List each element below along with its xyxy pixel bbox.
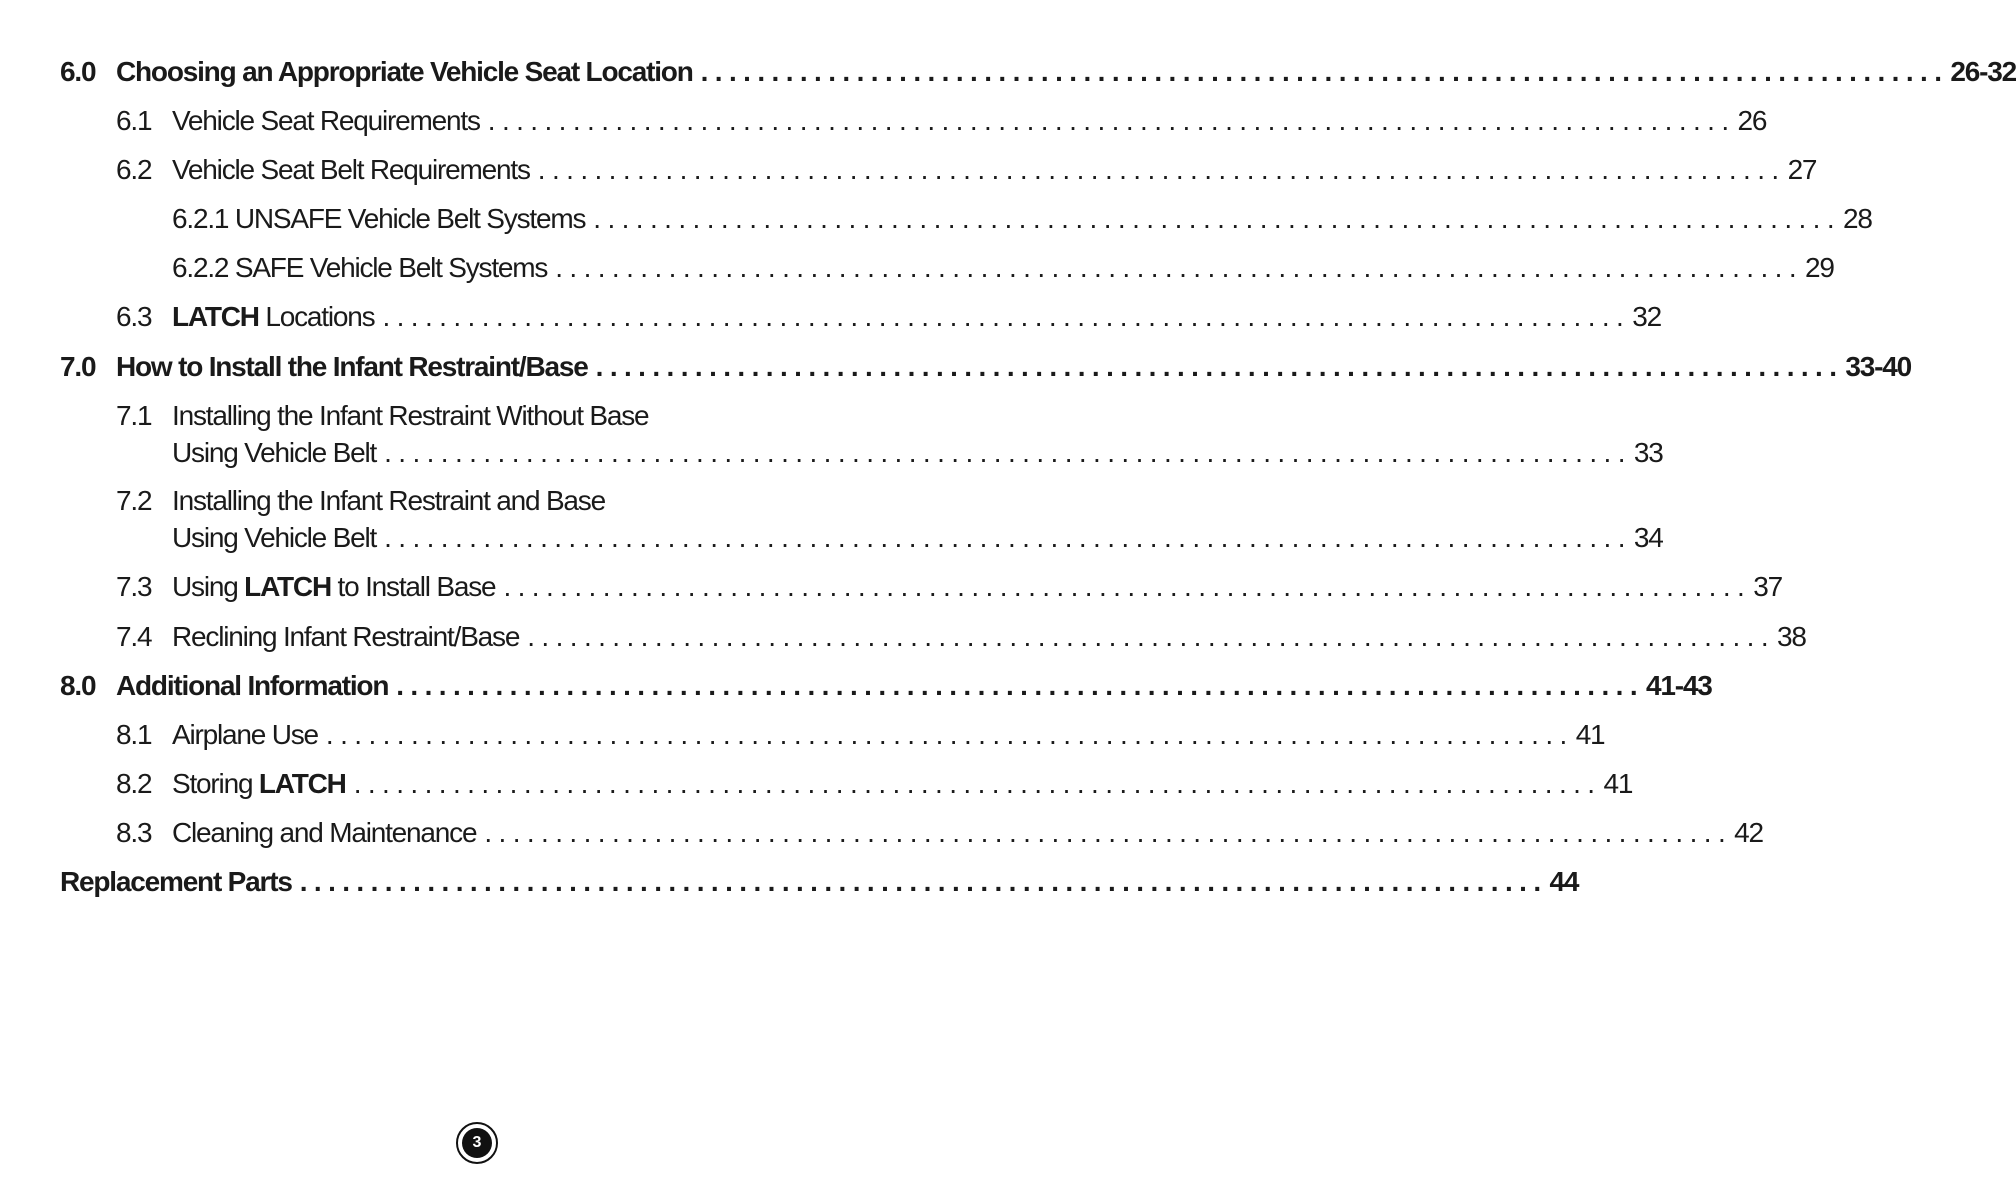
page-ref: 27 <box>1787 154 1817 185</box>
toc-item-8-1[interactable] <box>0 715 1605 755</box>
dot-leader: ........................................................................................ <box>353 768 1602 799</box>
dot-leader: ........................................................................................ <box>384 522 1632 553</box>
toc-section-7[interactable] <box>0 347 1912 387</box>
item-title-rest: Locations <box>258 301 375 332</box>
page-ref: 33 <box>1633 437 1663 468</box>
item-title-line1: Installing the Infant Restraint and Base <box>172 485 605 516</box>
dot-leader: ........................................................................................ <box>527 621 1776 652</box>
section-number: 6.0 <box>60 56 96 87</box>
toc-item-7-1[interactable] <box>0 396 954 436</box>
dot-leader: ........................................................................................ <box>555 252 1803 283</box>
item-title <box>172 567 503 607</box>
page-ref: 29 <box>1805 252 1834 283</box>
page-number-badge <box>456 1122 498 1164</box>
toc-item-6-2[interactable] <box>0 150 1817 190</box>
item-number: 7.3 <box>116 571 152 602</box>
toc-section-8[interactable] <box>0 666 1712 706</box>
page-ref: 32 <box>1632 301 1661 332</box>
item-title <box>172 764 354 804</box>
page-ref: 38 <box>1777 621 1806 652</box>
toc-item-7-2[interactable] <box>0 481 954 521</box>
item-number: 6.2 <box>116 154 152 185</box>
toc-item-8-2[interactable] <box>0 764 1633 804</box>
page-ref: 34 <box>1633 522 1663 553</box>
dot-leader: ........................................................................................ <box>593 203 1842 234</box>
dot-leader: ........................................................................................ <box>384 437 1632 468</box>
page-ref: 26 <box>1737 105 1767 136</box>
dot-leader: ........................................................................................ <box>299 866 1548 897</box>
toc-item-6-2-2[interactable] <box>0 248 1834 288</box>
item-title-line2: Using Vehicle Belt <box>172 522 377 553</box>
dot-leader: ........................................................................................ <box>487 105 1736 136</box>
dot-leader: ........................................................................................ <box>325 719 1574 750</box>
page-ref: 41-43 <box>1646 670 1712 701</box>
dot-leader: ........................................................................................ <box>700 56 1949 87</box>
section-title: How to Install the Infant Restraint/Base <box>116 351 588 382</box>
toc-item-6-3[interactable] <box>0 297 1661 337</box>
page-ref: 26-32 <box>1950 56 2016 87</box>
toc-item-6-1[interactable] <box>0 101 1767 141</box>
dot-leader: ........................................................................................ <box>396 670 1645 701</box>
toc-section-6[interactable] <box>0 52 2016 92</box>
dot-leader: ........................................................................................ <box>595 351 1844 382</box>
dot-leader: ........................................................................................ <box>503 571 1752 602</box>
item-number: 6.1 <box>116 105 152 136</box>
section-number: 8.0 <box>60 670 96 701</box>
page-number: 3 <box>462 1128 492 1158</box>
item-title: Vehicle Seat Belt Requirements <box>172 154 530 185</box>
latch-term: LATCH <box>172 301 259 332</box>
item-title: Vehicle Seat Requirements <box>172 105 480 136</box>
item-number: 8.3 <box>116 817 152 848</box>
item-number: 7.4 <box>116 621 152 652</box>
item-number: 7.2 <box>116 485 152 516</box>
toc-item-7-1-cont[interactable] <box>0 433 1663 473</box>
item-title: 6.2.2 SAFE Vehicle Belt Systems <box>172 252 548 283</box>
page-ref: 41 <box>1603 768 1633 799</box>
item-title <box>172 297 382 337</box>
page-ref: 41 <box>1575 719 1605 750</box>
section-title: Choosing an Appropriate Vehicle Seat Location <box>116 56 693 87</box>
page-ref: 33-40 <box>1845 351 1912 382</box>
latch-term: LATCH <box>258 768 346 799</box>
item-title: Airplane Use <box>172 719 318 750</box>
item-number: 8.2 <box>116 768 152 799</box>
item-title-line2: Using Vehicle Belt <box>172 437 377 468</box>
dot-leader: ........................................................................................ <box>382 301 1631 332</box>
section-number: 7.0 <box>60 351 96 382</box>
section-title: Replacement Parts <box>60 866 292 897</box>
item-title-pre: Using <box>172 571 245 602</box>
toc-item-7-3[interactable] <box>0 567 1782 607</box>
item-title: Reclining Infant Restraint/Base <box>172 621 520 652</box>
dot-leader: ........................................................................................ <box>537 154 1786 185</box>
dot-leader: ........................................................................................ <box>484 817 1733 848</box>
item-number: 8.1 <box>116 719 152 750</box>
toc-item-7-2-cont[interactable] <box>0 518 1663 558</box>
page-ref: 37 <box>1753 571 1782 602</box>
item-title: Cleaning and Maintenance <box>172 817 477 848</box>
section-title: Additional Information <box>116 670 389 701</box>
item-title-pre: Storing <box>172 768 259 799</box>
toc-item-7-4[interactable] <box>0 617 1806 657</box>
item-title: 6.2.1 UNSAFE Vehicle Belt Systems <box>172 203 586 234</box>
item-title-rest: to Install Base <box>330 571 496 602</box>
toc-item-6-2-1[interactable] <box>0 199 1872 239</box>
item-number: 7.1 <box>116 400 152 431</box>
item-number: 6.3 <box>116 301 152 332</box>
item-title-line1: Installing the Infant Restraint Without Base <box>172 400 649 431</box>
page-ref: 42 <box>1734 817 1763 848</box>
page-ref: 28 <box>1843 203 1872 234</box>
toc-item-8-3[interactable] <box>0 813 1763 853</box>
latch-term: LATCH <box>244 571 331 602</box>
page-ref: 44 <box>1549 866 1579 897</box>
toc-replacement-parts[interactable] <box>0 862 1579 902</box>
